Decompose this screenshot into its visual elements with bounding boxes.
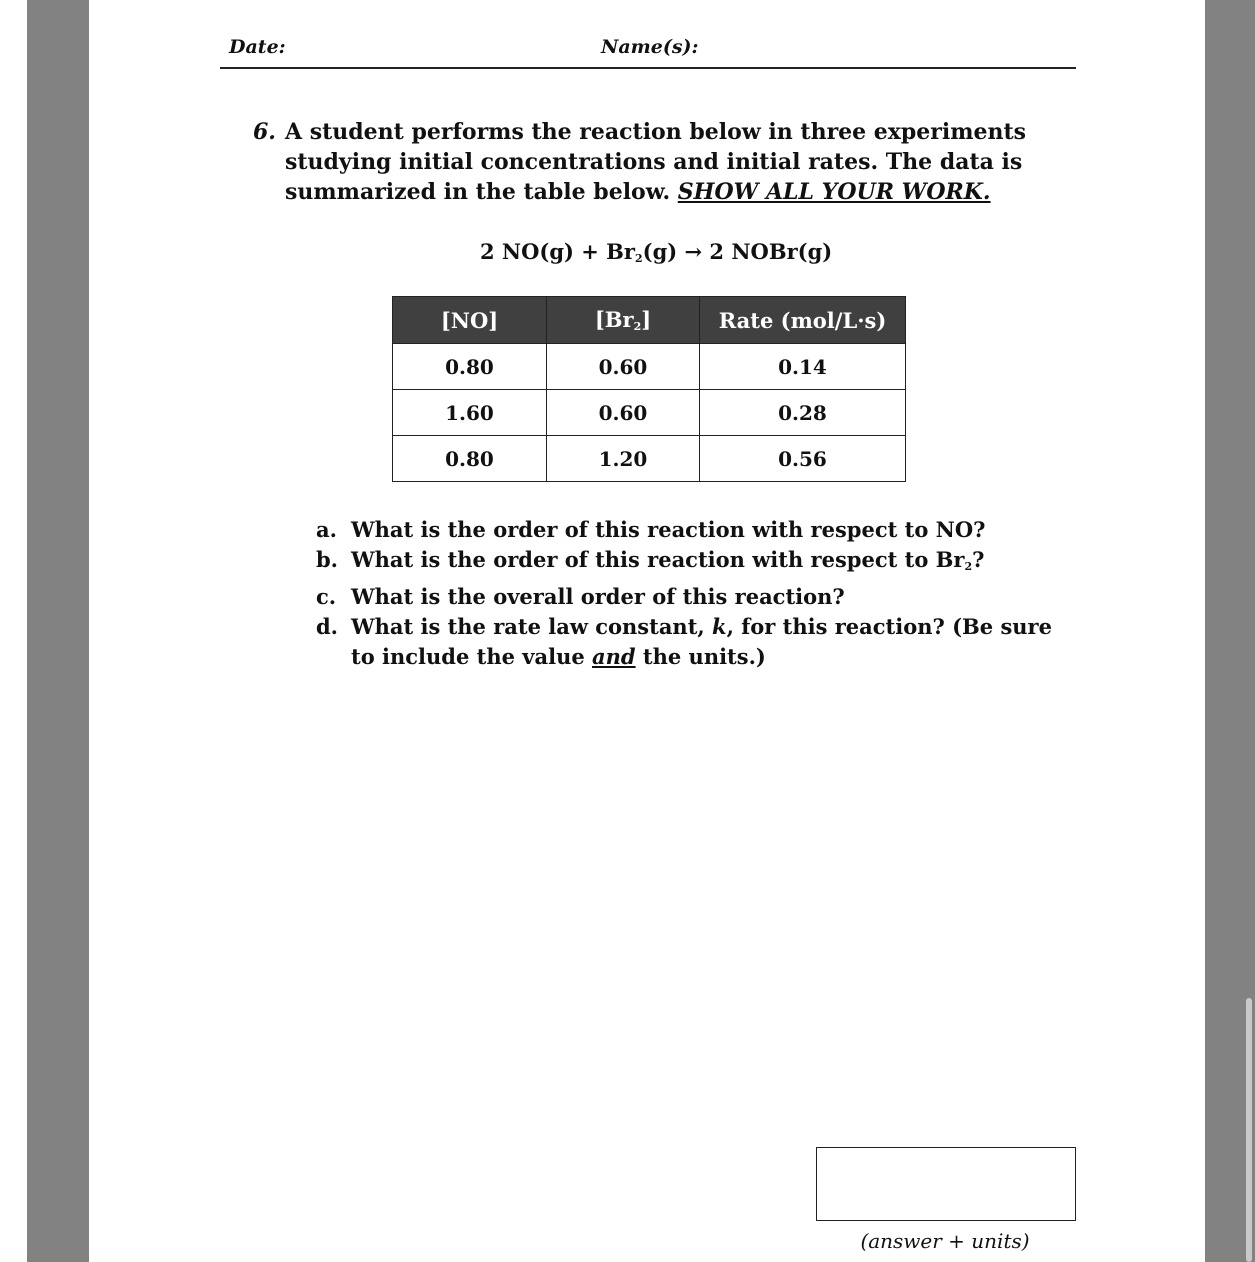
equation-reactants: 2 NO(g) + Br [480, 239, 635, 264]
names-label: Name(s): [601, 36, 699, 58]
table-row [393, 344, 906, 390]
question-number: 6. [253, 119, 276, 145]
date-label: Date: [229, 36, 286, 58]
equation-products: (g) → 2 NOBr(g) [642, 239, 833, 264]
cell-br2: 0.60 [547, 390, 700, 436]
subquestion-letter: c. [316, 584, 337, 609]
cell-br2: 1.20 [547, 436, 700, 482]
subquestions-list [316, 515, 1056, 672]
rate-constant-symbol: k [712, 614, 727, 639]
subquestion-letter: b. [316, 547, 338, 572]
question-6 [253, 117, 1083, 207]
subquestion-text: What is the order of this reaction with respect to NO? [351, 517, 986, 542]
scrollbar-thumb[interactable] [1246, 998, 1252, 1262]
equation-subscript: 2 [635, 252, 643, 265]
table-header-row [393, 297, 906, 344]
worksheet-page [89, 0, 1205, 1262]
cell-no: 0.80 [393, 344, 547, 390]
subquestion-letter: a. [316, 517, 337, 542]
cell-br2: 0.60 [547, 344, 700, 390]
answer-box[interactable] [816, 1147, 1076, 1221]
header-no: [NO] [393, 297, 547, 344]
header-br2: $[Br_2]$ [547, 297, 700, 344]
subquestion-b: b. What is the order of this reaction with respect to $Br_2$? [316, 547, 985, 573]
viewer-gutter-left [27, 0, 89, 1262]
header-rate: Rate (mol/L·s) [700, 297, 906, 344]
header-divider [220, 67, 1076, 69]
cell-rate: 0.14 [700, 344, 906, 390]
subquestion-d: d. What is the rate law constant, k, for this reaction? (Be sure to include the value and the units.) [316, 614, 1052, 669]
subquestion-c [316, 582, 1056, 612]
cell-no: 0.80 [393, 436, 547, 482]
table-row [393, 390, 906, 436]
cell-rate: 0.28 [700, 390, 906, 436]
emphasis-and: and [592, 644, 636, 669]
subquestion-letter: d. [316, 614, 338, 639]
question-emphasis: SHOW ALL YOUR WORK. [677, 179, 991, 205]
question-text: A student performs the reaction below in three experiments studying initial concentrations and initial rates. The data is summarized in the table below. [285, 119, 1027, 205]
subquestion-text: What is the rate law constant, [351, 614, 713, 639]
cell-no: 1.60 [393, 390, 547, 436]
subquestion-a [316, 515, 1056, 545]
subquestion-text: What is the overall order of this reaction? [351, 584, 845, 609]
answer-caption: (answer + units) [860, 1229, 1030, 1253]
cell-rate: 0.56 [700, 436, 906, 482]
rate-data-table [392, 296, 906, 482]
subquestion-text: What is the order of this reaction with respect to Br [351, 547, 965, 572]
question-prompt [285, 117, 1083, 207]
table-row [393, 436, 906, 482]
